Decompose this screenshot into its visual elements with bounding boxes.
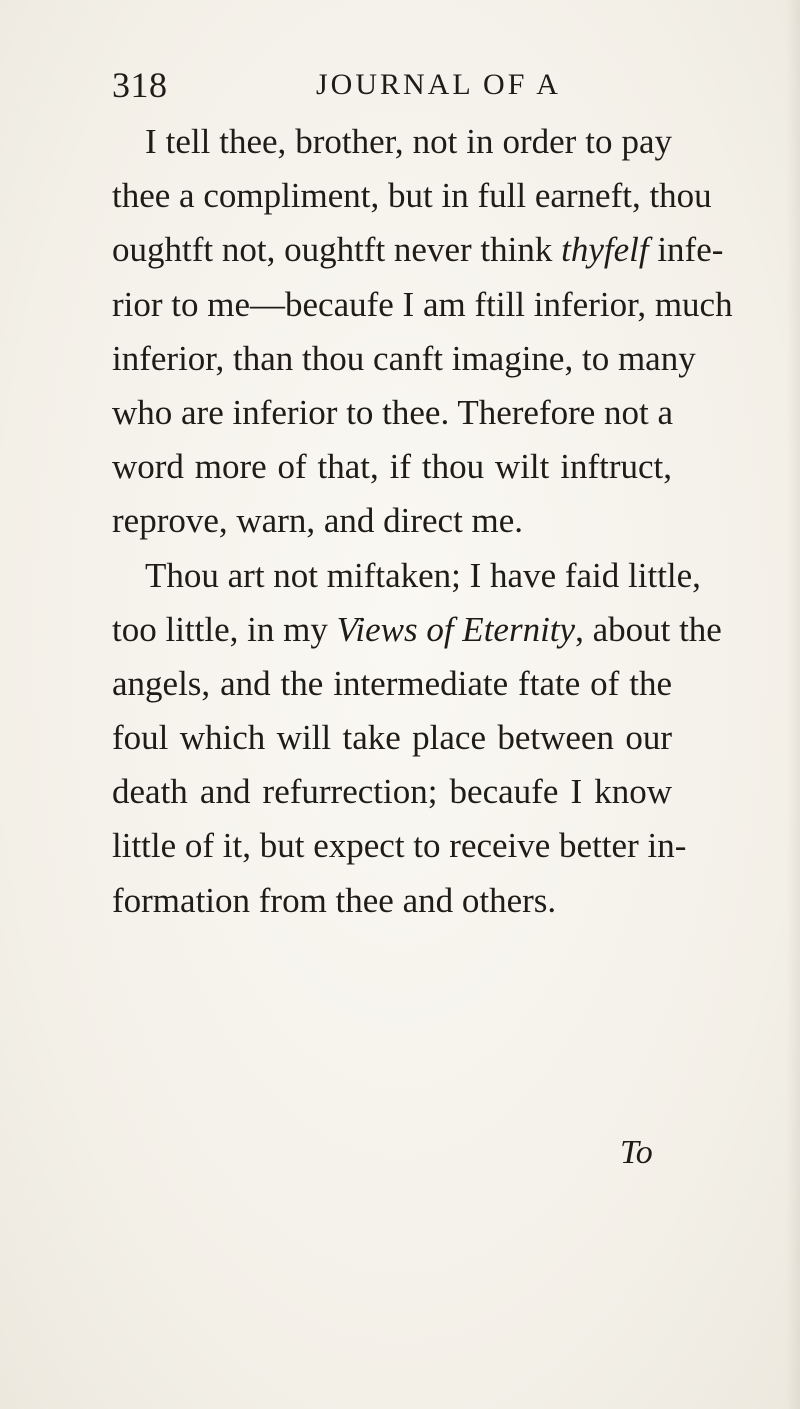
text-segment: oughtft not, oughtft never think (112, 230, 562, 270)
text-line (112, 657, 672, 711)
text-line (112, 386, 672, 440)
text-segment: inferior, than thou canft imagine, to many (112, 338, 696, 378)
text-segment: little of it, but expect to receive better in- (112, 826, 687, 866)
text-segment: reprove, warn, and direct me. (112, 501, 524, 541)
text-line (112, 278, 733, 332)
text-line (112, 494, 672, 548)
italic-text: Views of Eternity (336, 609, 576, 649)
text-line (112, 819, 687, 873)
text-segment: foul which will take place between our (112, 718, 672, 758)
running-head (112, 60, 632, 110)
text-segment: who are inferior to thee. Therefore not a (112, 392, 674, 432)
page-edge-shadow (786, 0, 800, 1409)
text-segment: , about the (575, 609, 722, 649)
body-text (112, 115, 733, 928)
text-segment: too little, in my (112, 609, 337, 649)
text-line (112, 440, 672, 494)
text-line (112, 874, 672, 928)
paragraph (112, 549, 722, 928)
text-segment: angels, and the intermediate ftate of the (112, 663, 672, 703)
text-line (112, 765, 672, 819)
text-segment: formation from thee and others. (112, 880, 557, 920)
text-segment: word more of that, if thou wilt inftruct, (112, 447, 672, 487)
text-line (112, 115, 672, 169)
italic-text: thyfelf (561, 230, 649, 270)
text-segment: thee a compliment, but in full earneft, thou (112, 176, 712, 216)
text-segment: I tell thee, brother, not in order to pay (145, 122, 672, 161)
text-line (112, 223, 724, 277)
catchword: To (620, 1134, 653, 1171)
running-title: JOURNAL OF A (316, 68, 561, 101)
text-line (112, 169, 712, 223)
text-segment: rior to me—becaufe I am ftill inferior, much (112, 284, 733, 324)
text-segment: death and refurrection; becaufe I know (112, 772, 672, 812)
text-line (112, 332, 696, 386)
text-line (112, 549, 701, 603)
text-line (112, 603, 722, 657)
text-segment: Thou art not miftaken; I have faid little, (145, 555, 701, 595)
text-segment: infe- (648, 230, 724, 270)
page-number: 318 (112, 65, 168, 105)
paragraph (112, 115, 733, 549)
text-line (112, 711, 672, 765)
